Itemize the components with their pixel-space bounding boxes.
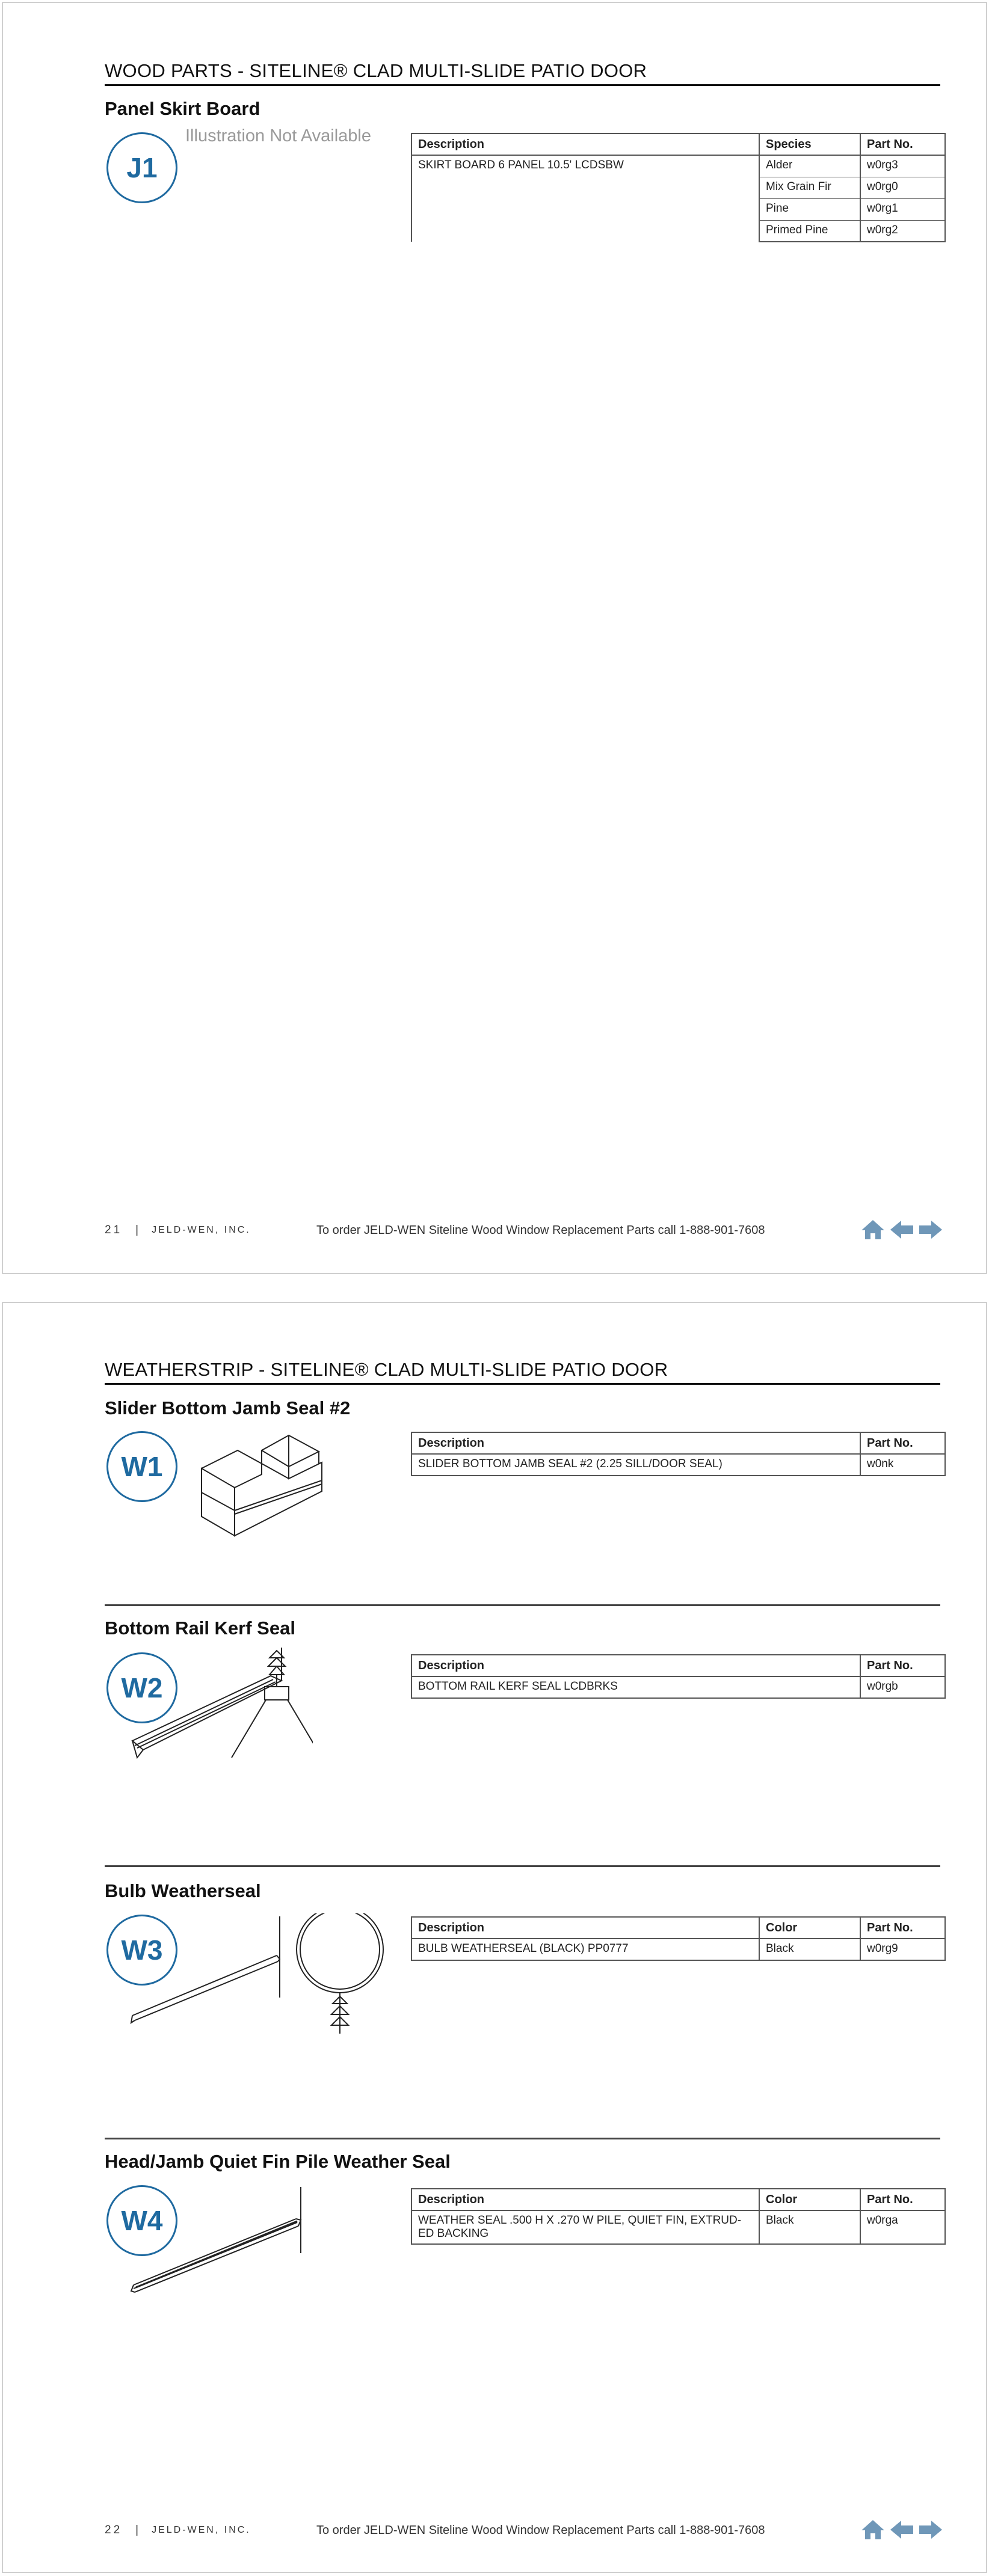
section-divider	[105, 2138, 940, 2139]
column-header: Color	[759, 1917, 860, 1939]
section-title: Bottom Rail Kerf Seal	[105, 1618, 295, 1639]
species-cell: Alder	[759, 155, 860, 177]
parts-table	[411, 1654, 946, 1699]
section-title: Bulb Weatherseal	[105, 1880, 261, 1901]
species-cell: Pine	[759, 198, 860, 220]
section-title: Head/Jamb Quiet Fin Pile Weather Seal	[105, 2151, 451, 2172]
table-row	[411, 1676, 945, 1698]
table-row	[411, 1454, 945, 1476]
header-rule	[105, 84, 940, 86]
arrow-left-icon[interactable]	[889, 1219, 914, 1240]
page-22	[2, 1302, 987, 2573]
part-number-cell: w0rg9	[860, 1939, 945, 1960]
arrow-right-icon[interactable]	[918, 1219, 943, 1240]
column-header: Part No.	[860, 2189, 945, 2210]
color-cell: Black	[759, 1939, 860, 1960]
species-cell: Mix Grain Fir	[759, 177, 860, 198]
column-header: Part No.	[860, 1432, 945, 1454]
description-cell: SLIDER BOTTOM JAMB SEAL #2 (2.25 SILL/DOOR SEAL)	[411, 1454, 860, 1476]
parts-table	[411, 1432, 946, 1476]
page-nav	[860, 2519, 943, 2541]
column-header: Species	[759, 133, 860, 155]
part-badge: W3	[106, 1915, 177, 1986]
section-divider	[105, 1865, 940, 1867]
parts-table	[411, 2188, 946, 2245]
part-number-cell: w0rga	[860, 2210, 945, 2244]
table-row	[411, 155, 945, 177]
home-icon[interactable]	[860, 1219, 886, 1240]
illustration-note: Illustration Not Available	[185, 126, 371, 146]
section-divider	[105, 1604, 940, 1606]
parts-table	[411, 133, 946, 242]
pile-seal-illustration	[126, 2184, 313, 2304]
company-name: JELD-WEN, INC.	[152, 2525, 251, 2535]
column-header: Part No.	[860, 1917, 945, 1939]
part-badge: W1	[106, 1431, 177, 1502]
arrow-left-icon[interactable]	[889, 2519, 914, 2541]
page-title: WEATHERSTRIP - SITELINE® CLAD MULTI-SLIDE PATIO DOOR	[105, 1359, 668, 1380]
page-nav	[860, 1219, 943, 1240]
description-cell: BOTTOM RAIL KERF SEAL LCDBRKS	[411, 1676, 860, 1698]
part-badge: W2	[106, 1652, 177, 1723]
home-icon[interactable]	[860, 2519, 886, 2541]
column-header: Description	[411, 2189, 759, 2210]
arrow-right-icon[interactable]	[918, 2519, 943, 2541]
part-number-cell: w0rgb	[860, 1676, 945, 1698]
description-cell: SKIRT BOARD 6 PANEL 10.5' LCDSBW	[411, 155, 759, 242]
part-number-cell: w0rg0	[860, 177, 945, 198]
header-rule	[105, 1383, 940, 1385]
column-header: Description	[411, 1655, 860, 1676]
column-header: Description	[411, 1432, 860, 1454]
part-number-cell: w0rg2	[860, 220, 945, 242]
species-cell: Primed Pine	[759, 220, 860, 242]
section-title: Slider Bottom Jamb Seal #2	[105, 1397, 351, 1418]
page-number: 22	[105, 2524, 123, 2536]
column-header: Color	[759, 2189, 860, 2210]
part-number-cell: w0rg1	[860, 198, 945, 220]
order-info: To order JELD-WEN Siteline Wood Window Replacement Parts call 1-888-901-7608	[316, 1223, 765, 1237]
parts-table	[411, 1916, 946, 1961]
color-cell: Black	[759, 2210, 860, 2244]
footer-separator: |	[135, 2524, 139, 2536]
column-header: Part No.	[860, 1655, 945, 1676]
part-number-cell: w0nk	[860, 1454, 945, 1476]
footer-separator: |	[135, 1224, 139, 1236]
footer	[105, 2523, 765, 2537]
company-name: JELD-WEN, INC.	[152, 1225, 251, 1235]
bulb-weatherseal-illustration	[126, 1913, 409, 2034]
description-cell: BULB WEATHERSEAL (BLACK) PP0777	[411, 1939, 759, 1960]
page-number: 21	[105, 1224, 123, 1236]
kerf-seal-illustration	[126, 1645, 313, 1765]
section-title: Panel Skirt Board	[105, 98, 260, 119]
table-row	[411, 1939, 945, 1960]
column-header: Description	[411, 133, 759, 155]
column-header: Description	[411, 1917, 759, 1939]
footer	[105, 1223, 765, 1237]
table-row	[411, 2210, 945, 2244]
part-number-cell: w0rg3	[860, 155, 945, 177]
page-21	[2, 2, 987, 1274]
jamb-seal-illustration	[199, 1426, 337, 1538]
column-header: Part No.	[860, 133, 945, 155]
page-title: WOOD PARTS - SITELINE® CLAD MULTI-SLIDE PATIO DOOR	[105, 60, 647, 81]
part-badge: J1	[106, 132, 177, 203]
part-badge: W4	[106, 2185, 177, 2256]
description-cell: WEATHER SEAL .500 H X .270 W PILE, QUIET FIN, EXTRUD-ED BACKING	[411, 2210, 759, 2244]
order-info: To order JELD-WEN Siteline Wood Window Replacement Parts call 1-888-901-7608	[316, 2523, 765, 2537]
